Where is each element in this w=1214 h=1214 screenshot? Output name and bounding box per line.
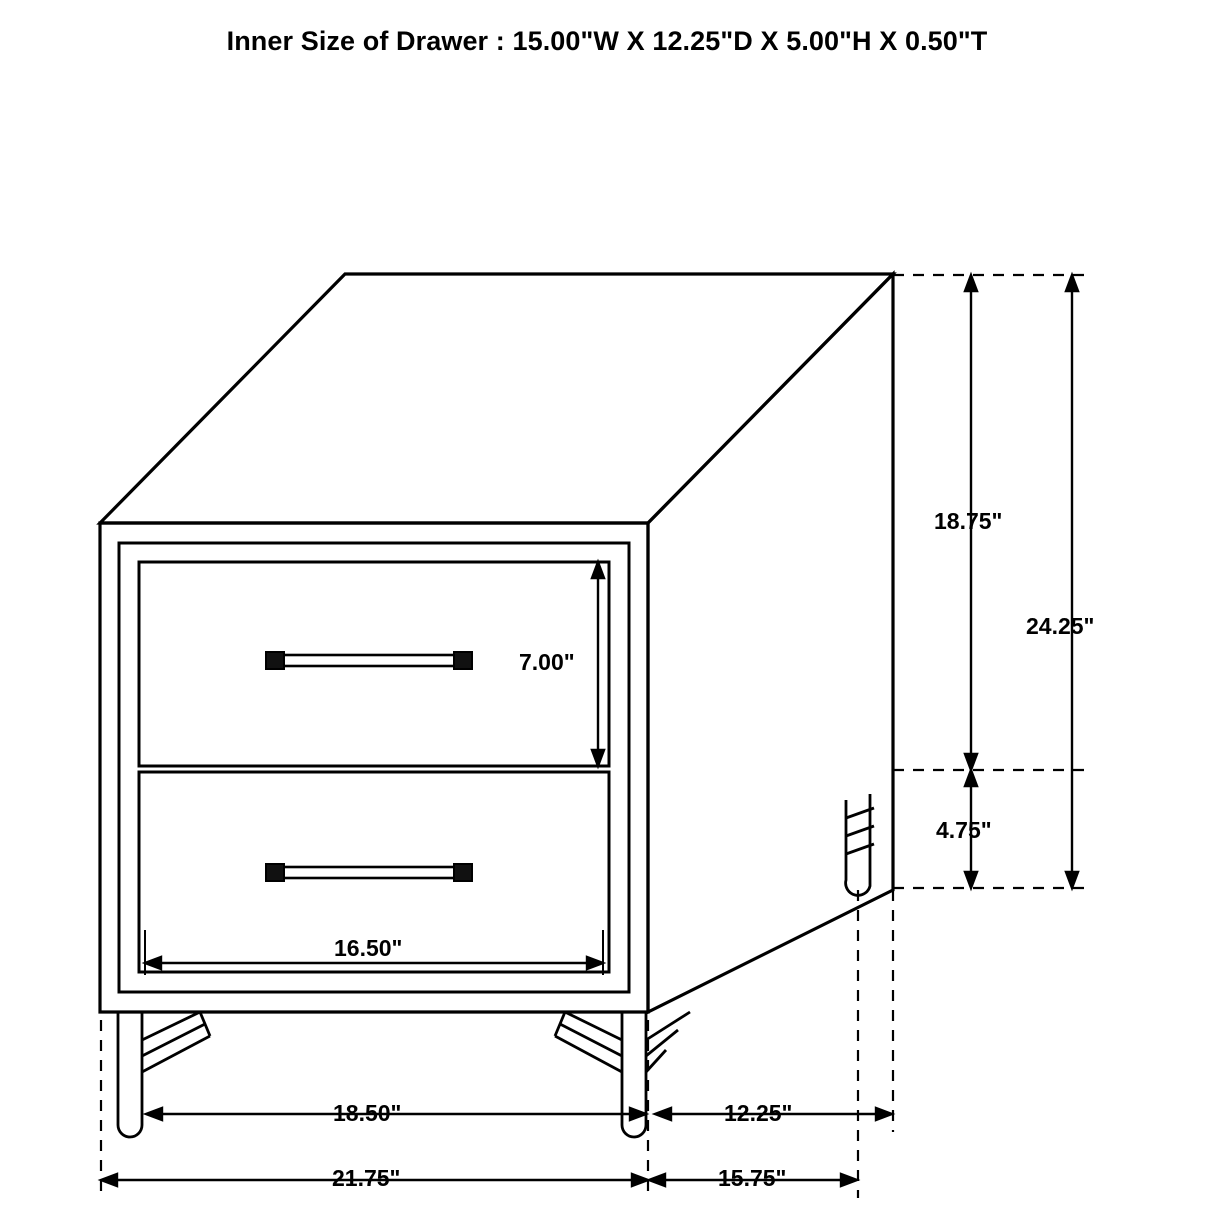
leg-front-left xyxy=(118,1012,210,1137)
page-title: Inner Size of Drawer : 15.00"W X 12.25"D X 5.00"H X 0.50"T xyxy=(226,26,988,56)
extension-lines-plan xyxy=(101,890,893,1198)
dimension-label-overall-depth: 15.75" xyxy=(718,1165,787,1191)
dimension-label-drawer-height: 7.00" xyxy=(519,649,575,675)
dimension-label-drawer-width: 16.50" xyxy=(334,935,403,961)
drawer-handle-top xyxy=(266,652,472,669)
extension-lines-height xyxy=(893,275,1085,888)
dimension-label-case-height: 18.75" xyxy=(934,508,1003,534)
dimension-label-depth: 12.25" xyxy=(724,1100,793,1126)
dimension-label-total-height: 24.25" xyxy=(1026,613,1095,639)
dimension-total-height xyxy=(1066,275,1078,888)
leg-back-right xyxy=(846,794,874,895)
dimension-label-front-width: 18.50" xyxy=(333,1100,402,1126)
cabinet-body xyxy=(100,274,893,1012)
drawer-frame xyxy=(119,543,629,992)
drawer-handle-bottom xyxy=(266,864,472,881)
dimension-drawer-height xyxy=(592,562,604,766)
dimension-label-leg-height: 4.75" xyxy=(936,817,992,843)
dimension-label-overall-width: 21.75" xyxy=(332,1165,401,1191)
